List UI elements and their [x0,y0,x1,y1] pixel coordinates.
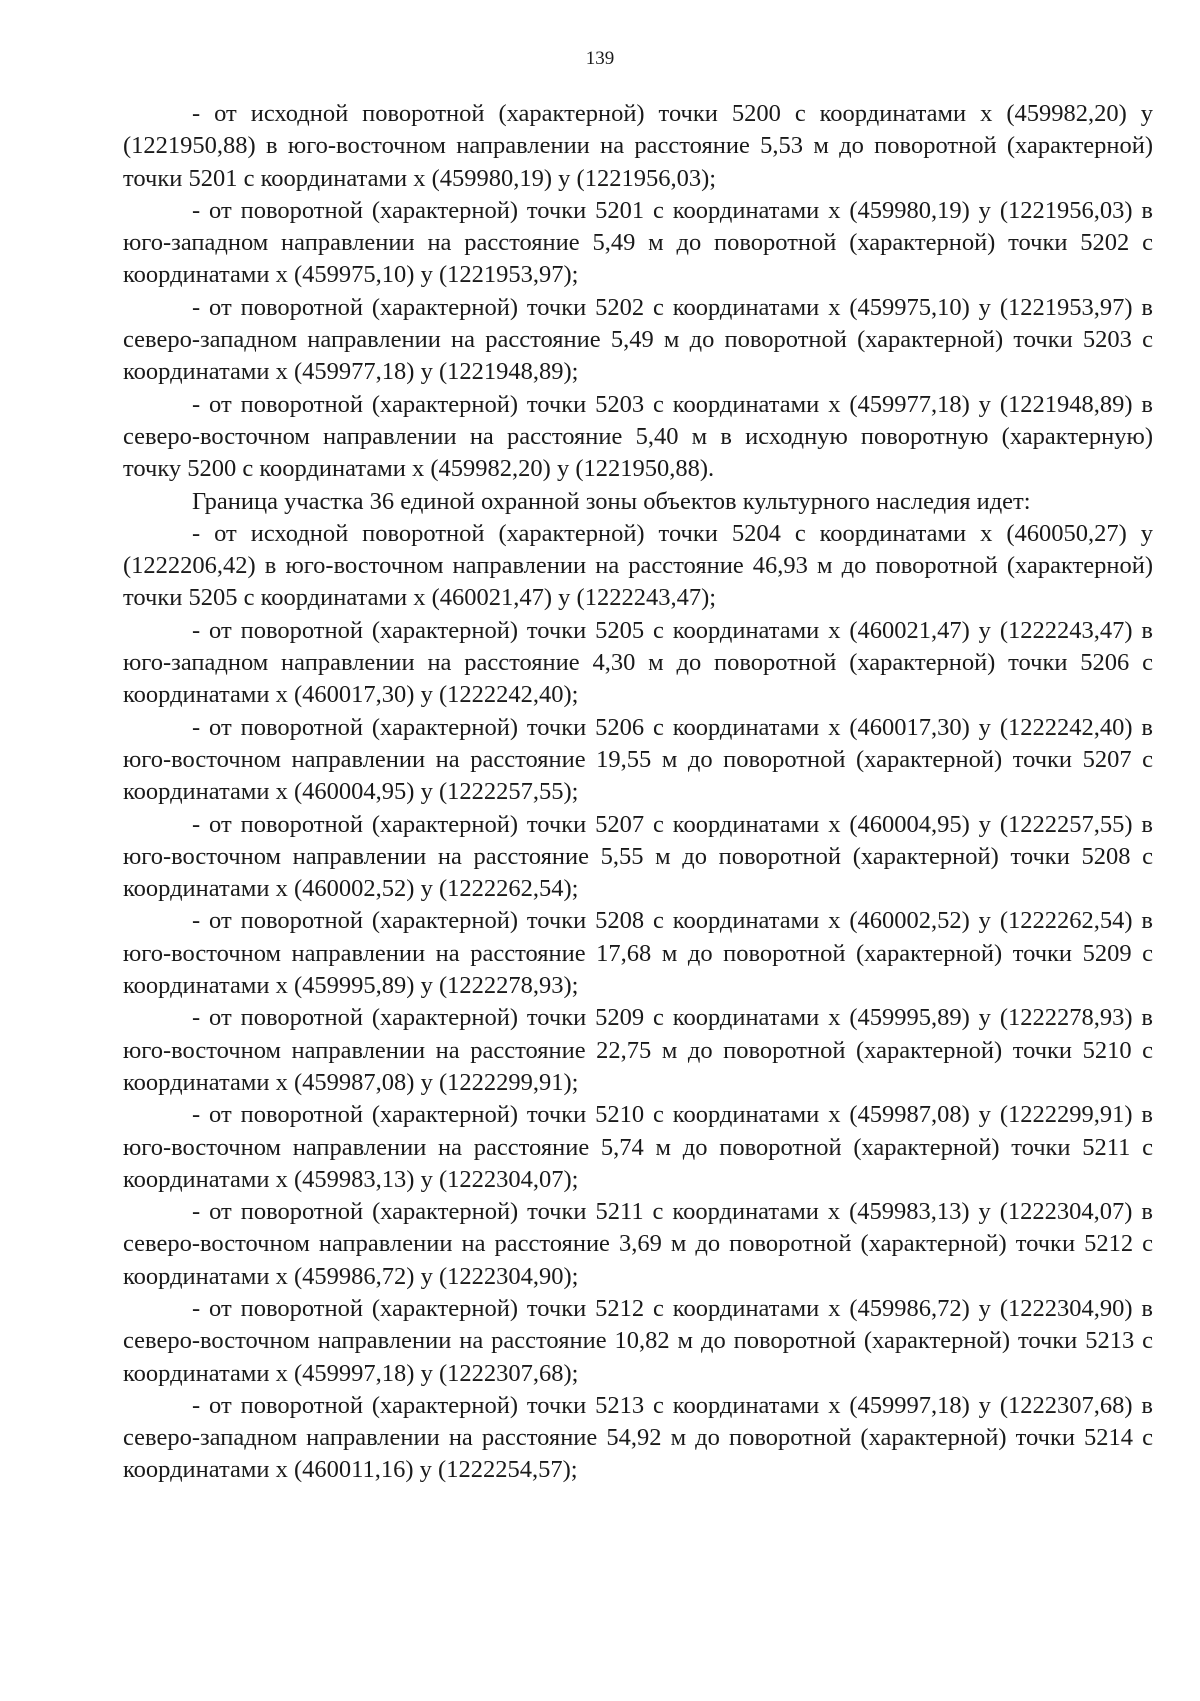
paragraph: - от поворотной (характерной) точки 5206 с координатами x (460017,30) y (1222242,40) в юго-восточном направлении на расстояние 19,55 м до поворотной (характерной) точки 5207 с координатами x (460004,95) y (1222257,55); [123,713,1153,806]
paragraph: - от исходной поворотной (характерной) точки 5200 с координатами x (459982,20) y (1221950,88) в юго-восточном направлении на расстояние 5,53 м до поворотной (характерной) точки 5201 с координатами x (459980,19) y (1221956,03); [123,100,1153,192]
page-number: 139 [585,48,615,69]
document-body [123,98,1153,1487]
paragraph: - от поворотной (характерной) точки 5211 с координатами x (459983,13) y (1222304,07) в северо-восточном направлении на расстояние 3,69 м до поворотной (характерной) точки 5212 с координатами x (459986,72) y (1222304,90); [123,1198,1153,1290]
paragraph: - от поворотной (характерной) точки 5205 с координатами x (460021,47) y (1222243,47) в юго-западном направлении на расстояние 4,30 м до поворотной (характерной) точки 5206 с координатами x (460017,30) y (1222242,40); [123,616,1153,709]
section-heading-paragraph: Граница участка 36 единой охранной зоны объектов культурного наследия идет: [192,487,1031,515]
paragraph: - от поворотной (характерной) точки 5212 с координатами x (459986,72) y (1222304,90) в северо-восточном направлении на расстояние 10,82 м до поворотной (характерной) точки 5213 с координатами x (459997,18) y (1222307,68); [123,1294,1153,1387]
paragraph: - от поворотной (характерной) точки 5213 с координатами x (459997,18) y (1222307,68) в северо-западном направлении на расстояние 54,92 м до поворотной (характерной) точки 5214 с координатами x (460011,16) y (1222254,57); [123,1391,1153,1484]
paragraph: - от поворотной (характерной) точки 5208 с координатами x (460002,52) y (1222262,54) в юго-восточном направлении на расстояние 17,68 м до поворотной (характерной) точки 5209 с координатами x (459995,89) y (1222278,93); [123,907,1153,1000]
paragraph: - от поворотной (характерной) точки 5210 с координатами x (459987,08) y (1222299,91) в юго-восточном направлении на расстояние 5,74 м до поворотной (характерной) точки 5211 с координатами x (459983,13) y (1222304,07); [123,1101,1153,1193]
paragraph: - от исходной поворотной (характерной) точки 5204 с координатами x (460050,27) y (1222206,42) в юго-восточном направлении на расстояние 46,93 м до поворотной (характерной) точки 5205 с координатами x (460021,47) y (1222243,47); [123,519,1153,612]
paragraph: - от поворотной (характерной) точки 5203 с координатами x (459977,18) y (1221948,89) в северо-восточном направлении на расстояние 5,40 м в исходную поворотную (характерную) точку 5200 с координатами x (459982,20) y (1221950,88). [123,390,1153,483]
paragraph: - от поворотной (характерной) точки 5202 с координатами x (459975,10) y (1221953,97) в северо-западном направлении на расстояние 5,49 м до поворотной (характерной) точки 5203 с координатами x (459977,18) y (1221948,89); [123,293,1153,386]
paragraph: - от поворотной (характерной) точки 5207 с координатами x (460004,95) y (1222257,55) в юго-восточном направлении на расстояние 5,55 м до поворотной (характерной) точки 5208 с координатами x (460002,52) y (1222262,54); [123,810,1153,903]
paragraph: - от поворотной (характерной) точки 5209 с координатами x (459995,89) y (1222278,93) в юго-восточном направлении на расстояние 22,75 м до поворотной (характерной) точки 5210 с координатами x (459987,08) y (1222299,91); [123,1004,1153,1096]
paragraph: - от поворотной (характерной) точки 5201 с координатами x (459980,19) y (1221956,03) в юго-западном направлении на расстояние 5,49 м до поворотной (характерной) точки 5202 с координатами x (459975,10) y (1221953,97); [123,196,1153,289]
